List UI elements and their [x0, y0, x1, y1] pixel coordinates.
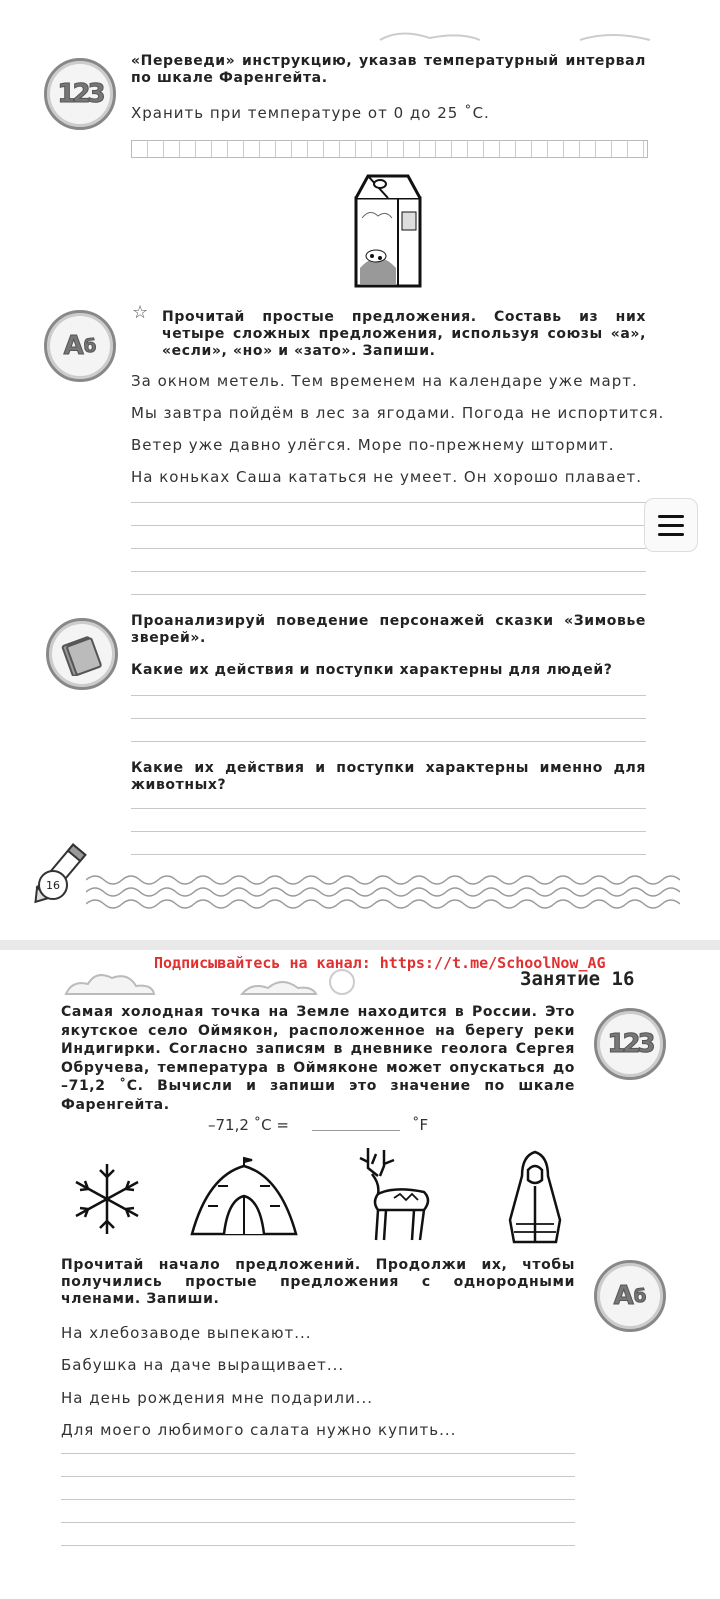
reindeer-icon	[354, 1144, 436, 1242]
lesson-title: Занятие 16	[520, 968, 635, 990]
answer-line[interactable]	[61, 1476, 575, 1477]
task1-heading: «Переведи» инструкцию, указав температурный интервал по шкале Фаренгейта.	[131, 53, 646, 86]
channel-promo-link[interactable]: Подписывайтесь на канал: https://t.me/SchoolNow_AG	[154, 954, 606, 972]
answer-line[interactable]	[131, 854, 646, 855]
formula-left: –71,2 ˚С =	[208, 1116, 289, 1134]
task5-sentence: Для моего любимого салата нужно купить...	[61, 1421, 457, 1439]
cloud-decoration	[370, 28, 660, 46]
formula-answer-line[interactable]	[312, 1130, 400, 1131]
answer-line[interactable]	[61, 1499, 575, 1500]
answer-line[interactable]	[131, 831, 646, 832]
answer-line[interactable]	[61, 1522, 575, 1523]
answer-line[interactable]	[131, 718, 646, 719]
task2-sentence: Ветер уже давно улёгся. Море по-прежнему штормит.	[131, 436, 615, 454]
answer-line[interactable]	[131, 695, 646, 696]
task5-heading: Прочитай начало предложений. Продолжи их, чтобы получились простые предложения с однородными членами. Запиши.	[61, 1257, 575, 1307]
task2-sentence: На коньках Саша кататься не умеет. Он хорошо плавает.	[131, 468, 643, 486]
milk-carton-icon	[348, 168, 428, 290]
yurt-icon	[188, 1156, 300, 1236]
task3-heading: Проанализируй поведение персонажей сказки «Зимовье зверей».	[131, 613, 646, 646]
book-icon	[46, 618, 118, 690]
task5-sentence: На день рождения мне подарили...	[61, 1389, 373, 1407]
task4-heading: Самая холодная точка на Земле находится в России. Это якутское село Оймякон, расположенное на берегу реки Индигирки. Согласно записям в дневнике геолога Сергея Обручева, температура в Оймяконе может опускаться до –71,2 ˚С. Вычисли и запиши это значение по шкале Фаренгейта.	[61, 1004, 575, 1113]
answer-grid[interactable]	[131, 140, 648, 158]
snowflake-icon	[70, 1160, 144, 1238]
task3-question2: Какие их действия и поступки характерны именно для животных?	[131, 760, 646, 793]
answer-line[interactable]	[131, 502, 646, 503]
winter-coat-icon	[504, 1150, 566, 1244]
letters-icon: А б	[594, 1260, 666, 1332]
task1-text: Хранить при температуре от 0 до 25 ˚С.	[131, 104, 490, 122]
task3-question1: Какие их действия и поступки характерны для людей?	[131, 662, 613, 678]
task2-heading: Прочитай простые предложения. Составь из них четыре сложных предложения, используя союзы «а», «если», «но» и «зато». Запиши.	[162, 309, 646, 359]
formula-right: ˚F	[412, 1116, 429, 1134]
answer-line[interactable]	[131, 548, 646, 549]
page-number: 16	[38, 870, 68, 900]
wave-decoration	[86, 870, 680, 910]
task5-sentence: Бабушка на даче выращивает...	[61, 1356, 345, 1374]
answer-line[interactable]	[61, 1453, 575, 1454]
task2-sentence: За окном метель. Тем временем на календаре уже март.	[131, 372, 638, 390]
answer-line[interactable]	[131, 525, 646, 526]
answer-line[interactable]	[131, 808, 646, 809]
letters-icon: А б	[44, 310, 116, 382]
task2-sentence: Мы завтра пойдём в лес за ягодами. Погода не испортится.	[131, 404, 665, 422]
answer-line[interactable]	[131, 741, 646, 742]
numbers-icon: 123	[44, 58, 116, 130]
star-icon: ☆	[132, 302, 149, 323]
numbers-icon: 123	[594, 1008, 666, 1080]
task5-sentence: На хлебозаводе выпекают...	[61, 1324, 312, 1342]
answer-line[interactable]	[131, 571, 646, 572]
menu-button[interactable]	[644, 498, 698, 552]
answer-line[interactable]	[61, 1545, 575, 1546]
answer-line[interactable]	[131, 594, 646, 595]
